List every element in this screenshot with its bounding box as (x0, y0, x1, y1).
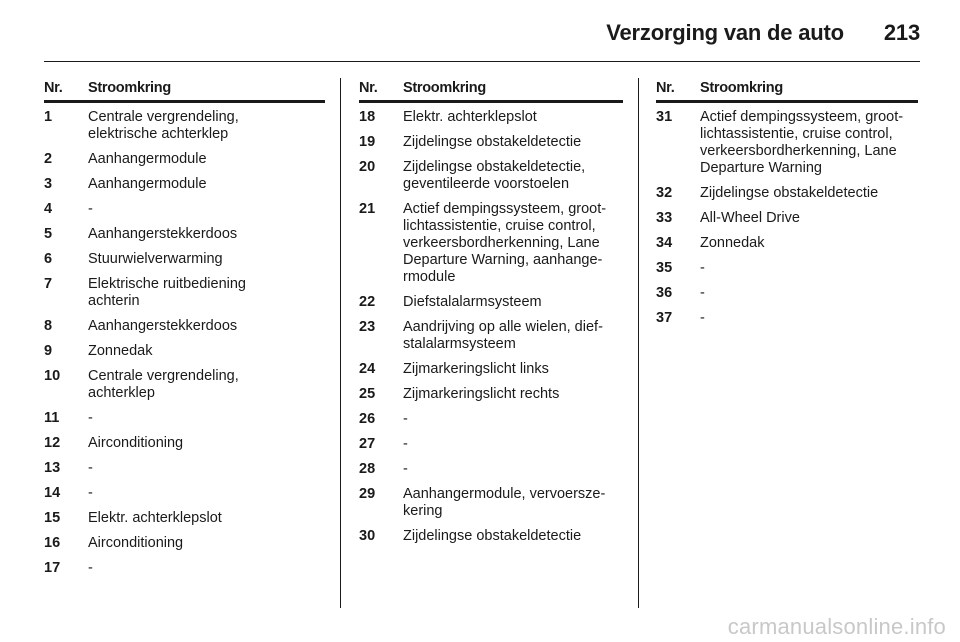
page-title: Verzorging van de auto (606, 20, 844, 45)
header-nr: Nr. (44, 80, 63, 96)
fuse-number: 31 (656, 109, 673, 125)
circuit-description: Aanhangerstekkerdoos (88, 318, 238, 334)
fuse-number: 30 (359, 528, 376, 544)
fuse-number: 18 (359, 109, 376, 125)
fuse-number: 12 (44, 435, 61, 451)
circuit-description: Zijmarkeringslicht rechts (403, 386, 560, 402)
fuse-table-column-2 (359, 80, 623, 547)
table-row (44, 529, 325, 554)
fuse-number: 10 (44, 368, 61, 384)
column-divider (638, 78, 639, 608)
table-row (359, 480, 623, 522)
table-row (44, 404, 325, 429)
circuit-description: - (700, 285, 705, 301)
table-row (44, 103, 325, 145)
header-circuit: Stroomkring (403, 80, 486, 96)
table-row (44, 270, 325, 312)
fuse-number: 9 (44, 343, 53, 359)
fuse-number: 34 (656, 235, 673, 251)
fuse-number: 15 (44, 510, 61, 526)
fuse-number: 35 (656, 260, 673, 276)
table-header (44, 80, 325, 103)
table-row (359, 288, 623, 313)
table-row (656, 103, 918, 179)
table-rows (44, 103, 325, 579)
circuit-description: - (88, 201, 93, 217)
table-row (359, 153, 623, 195)
fuse-number: 22 (359, 294, 376, 310)
table-row (359, 103, 623, 128)
circuit-description: Zijdelingse obstakeldetectie, geventileerde voorstoelen (403, 159, 586, 192)
circuit-description: Diefstalalarmsysteem (403, 294, 542, 310)
fuse-number: 32 (656, 185, 673, 201)
table-row (656, 304, 918, 329)
table-row (44, 504, 325, 529)
table-row (44, 145, 325, 170)
circuit-description: - (403, 411, 408, 427)
circuit-description: Zijdelingse obstakeldetectie (403, 528, 582, 544)
circuit-description: Zonnedak (88, 343, 153, 359)
page-header (0, 0, 960, 60)
fuse-number: 14 (44, 485, 61, 501)
page-number: 213 (883, 20, 920, 45)
table-row (656, 229, 918, 254)
table-row (44, 245, 325, 270)
fuse-number: 11 (44, 410, 60, 426)
circuit-description: Zijdelingse obstakeldetectie (700, 185, 879, 201)
header-circuit: Stroomkring (88, 80, 171, 96)
table-rows (656, 103, 918, 329)
circuit-description: Zijmarkeringslicht links (403, 361, 549, 377)
table-row (359, 380, 623, 405)
fuse-number: 29 (359, 486, 376, 502)
fuse-number: 24 (359, 361, 376, 377)
fuse-number: 13 (44, 460, 61, 476)
header-nr: Nr. (359, 80, 378, 96)
table-row (44, 337, 325, 362)
table-row (44, 312, 325, 337)
table-row (359, 405, 623, 430)
circuit-description: Stuurwielverwarming (88, 251, 223, 267)
circuit-description: Zonnedak (700, 235, 765, 251)
circuit-description: Elektrische ruitbediening achterin (88, 276, 246, 309)
circuit-description: Aanhangermodule, vervoersze- kering (403, 486, 606, 519)
fuse-number: 23 (359, 319, 376, 335)
fuse-number: 7 (44, 276, 53, 292)
fuse-number: 37 (656, 310, 673, 326)
circuit-description: Airconditioning (88, 535, 184, 551)
circuit-description: - (88, 560, 93, 576)
circuit-description: Aanhangermodule (88, 151, 207, 167)
table-row (359, 355, 623, 380)
table-row (359, 455, 623, 480)
circuit-description: Actief dempingssysteem, groot- lichtassistentie, cruise control, verkeersbordherkenning, Lane Departure Warning, aanhange- rmodule (403, 201, 607, 285)
fuse-number: 2 (44, 151, 53, 167)
fuse-number: 25 (359, 386, 376, 402)
table-row (359, 313, 623, 355)
table-row (44, 195, 325, 220)
circuit-description: - (403, 436, 408, 452)
fuse-number: 4 (44, 201, 53, 217)
fuse-number: 21 (359, 201, 376, 217)
fuse-number: 26 (359, 411, 376, 427)
circuit-description: Airconditioning (88, 435, 184, 451)
table-row (359, 128, 623, 153)
table-row (44, 170, 325, 195)
circuit-description: All-Wheel Drive (700, 210, 800, 226)
header-nr: Nr. (656, 80, 675, 96)
fuse-number: 17 (44, 560, 61, 576)
table-row (44, 220, 325, 245)
circuit-description: Zijdelingse obstakeldetectie (403, 134, 582, 150)
watermark: carmanualsonline.info (727, 614, 946, 639)
fuse-number: 8 (44, 318, 53, 334)
header-circuit: Stroomkring (700, 80, 783, 96)
header-rule (44, 61, 920, 62)
fuse-number: 36 (656, 285, 673, 301)
fuse-number: 1 (44, 109, 53, 125)
table-row (44, 362, 325, 404)
circuit-description: Centrale vergrendeling, achterklep (88, 368, 239, 401)
header-text (606, 20, 920, 46)
circuit-description: - (88, 410, 93, 426)
fuse-number: 3 (44, 176, 53, 192)
fuse-table-column-1 (44, 80, 325, 579)
circuit-description: - (700, 260, 705, 276)
fuse-number: 16 (44, 535, 61, 551)
table-row (359, 430, 623, 455)
fuse-number: 27 (359, 436, 376, 452)
table-row (44, 479, 325, 504)
circuit-description: Actief dempingssysteem, groot- lichtassistentie, cruise control, verkeersbordherkenning, Lane Departure Warning (700, 109, 904, 176)
circuit-description: Elektr. achterklepslot (88, 510, 222, 526)
circuit-description: - (88, 485, 93, 501)
fuse-table-column-3 (656, 80, 918, 329)
table-row (44, 429, 325, 454)
fuse-number: 5 (44, 226, 53, 242)
table-row (656, 279, 918, 304)
fuse-number: 19 (359, 134, 376, 150)
fuse-number: 6 (44, 251, 53, 267)
circuit-description: - (700, 310, 705, 326)
circuit-description: Aanhangerstekkerdoos (88, 226, 238, 242)
table-row (656, 204, 918, 229)
fuse-number: 20 (359, 159, 376, 175)
table-rows (359, 103, 623, 547)
table-row (359, 195, 623, 288)
fuse-number: 33 (656, 210, 673, 226)
table-row (44, 554, 325, 579)
table-row (44, 454, 325, 479)
table-row (656, 254, 918, 279)
table-header (656, 80, 918, 103)
circuit-description: Centrale vergrendeling, elektrische achterklep (88, 109, 239, 142)
table-row (656, 179, 918, 204)
fuse-number: 28 (359, 461, 376, 477)
circuit-description: Elektr. achterklepslot (403, 109, 537, 125)
table-header (359, 80, 623, 103)
circuit-description: Aanhangermodule (88, 176, 207, 192)
circuit-description: - (403, 461, 408, 477)
circuit-description: - (88, 460, 93, 476)
table-row (359, 522, 623, 547)
circuit-description: Aandrijving op alle wielen, dief- stalalarmsysteem (403, 319, 603, 352)
column-divider (340, 78, 341, 608)
